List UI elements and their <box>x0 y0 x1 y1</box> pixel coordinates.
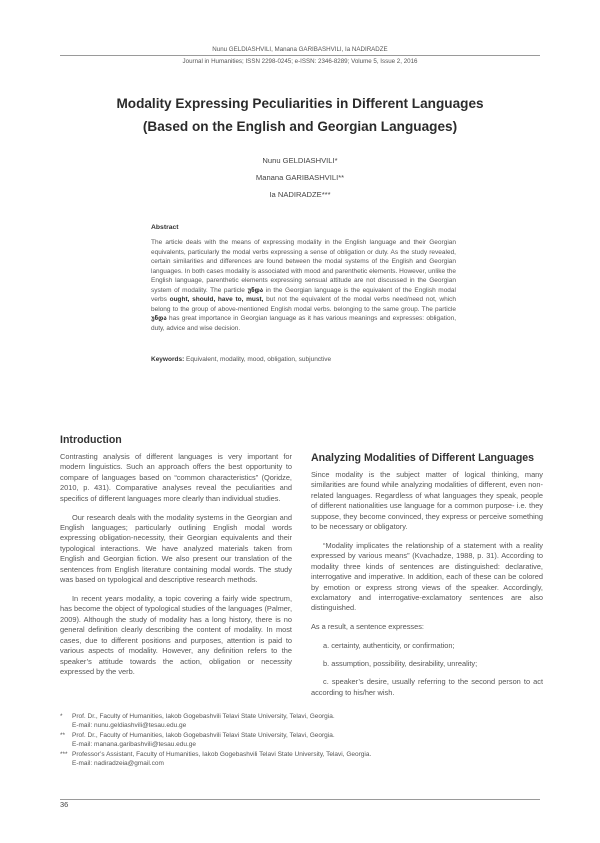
georgian-particle-2: უნდა <box>151 315 167 322</box>
analysis-column <box>311 470 543 706</box>
analysis-paragraph-1: Since modality is the subject matter of logical thinking, many similarities are found while analyzing modalities of different, even non-related languages. Regardless of what languages they speak, people of different nationalities use language for a common purpose- i.e. they suppose, they become convinced, they express or perceive something to be necessary or obligatory. <box>311 470 543 532</box>
abstract-text-4: has great importance in Georgian language as it has various meanings and expresses: obligation, duty, advice and wise decision. <box>151 315 456 332</box>
footnotes <box>60 712 540 768</box>
analysis-heading: Analyzing Modalities of Different Languages <box>311 452 535 464</box>
footnote-text: Prof. Dr., Faculty of Humanities, Iakob Gogebashvili Telavi State University, Telavi, Georgia. <box>72 713 335 720</box>
keywords <box>151 356 456 363</box>
header-rule <box>60 55 540 56</box>
introduction-heading: Introduction <box>60 434 122 446</box>
keywords-text: Equivalent, modality, mood, obligation, subjunctive <box>184 356 332 363</box>
intro-paragraph-2: Our research deals with the modality systems in the Georgian and English languages; particularly outlining English modal words expressing obligation-necessity, their Georgian equivalents and their typological interactions. We have analyzed materials taken from English and Georgian fiction. We also present our translation of the sentences from English literature containing modal words. The study was based on typological and descriptive research methods. <box>60 512 292 585</box>
footnote-mark: ** <box>60 731 66 739</box>
footnote-text: Prof. Dr., Faculty of Humanities, Iakob Gogebashvili Telavi State University, Telavi, Georgia. <box>72 731 335 739</box>
abstract-body <box>151 238 456 333</box>
analysis-paragraph-3: As a result, a sentence expresses: <box>311 622 424 632</box>
paper-title-line-2: (Based on the English and Georgian Languages) <box>142 119 458 134</box>
footnote-email: E-mail: nadiradzeia@gmail.com <box>72 760 164 768</box>
abstract-text-1: The article deals with the means of expressing modality in the English language and their Georgian equivalents, particularly the modal verbs expressing a sense of obligation or duty. As the study revealed, certain similarities and differences are found between the modal systems of the English and Georgian languages. In both cases modality is associated with mood and parenthetic elements. However, unlike the English language, parenthetic elements expressing sensual attitude are not discussed in the Georgian system of modality. The particle <box>151 239 456 294</box>
footnote-email: E-mail: manana.garibashvili@tesau.edu.ge <box>72 741 197 749</box>
author-3: Ia NADIRADZE*** <box>269 190 331 199</box>
analysis-paragraph-2: “Modality implicates the relationship of a statement with a reality expressed by various means” (Kvachadze, 1988, p. 31). According to modality three kinds of sentences are distinguished: declarative, interrogative and imperative. In addition, each of these can be colored by emotion or express strong views of the speaker. Accordingly, exclamatory and interrogative-exclamatory sentences are also distinguished. <box>311 541 543 613</box>
author-2: Manana GARIBASHVILI** <box>255 173 345 182</box>
keywords-label: Keywords: <box>151 356 185 363</box>
footnote-mark: *** <box>60 750 68 758</box>
footnote-email: E-mail: nunu.geldiashvili@tesau.edu.ge <box>72 722 187 730</box>
abstract-heading: Abstract <box>151 224 179 231</box>
intro-paragraph-3: In recent years modality, a topic covering a fairly wide spectrum, has become the object of typological studies of the languages (Palmer, 2009). Although the study of modality has a long history, there is no general definition clearly describing the content of modality. In most cases, due to different positions and purposes, attention is paid to various aspects of modality. However, any definition refers to the speaker’s attitude towards the action, obligation or necessity expressed by the verb. <box>60 594 292 676</box>
footer-rule <box>60 799 540 800</box>
analysis-list-item-c: c. speaker’s desire, usually referring to the second person to act according to his/her wish. <box>311 677 543 697</box>
author-1: Nunu GELDIASHVILI* <box>262 156 338 165</box>
running-header-journal: Journal in Humanities; ISSN 2298-0245; e-ISSN: 2346-8289; Volume 5, Issue 2, 2016 <box>182 58 418 65</box>
abstract-modal-verbs: ought, should, have to, must, <box>169 296 264 303</box>
footnote-3 <box>60 750 540 759</box>
analysis-list-item-a: a. certainty, authenticity, or confirmation; <box>323 641 455 651</box>
footnote-mark: * <box>60 713 63 720</box>
introduction-column <box>60 452 292 686</box>
analysis-list-item-b: b. assumption, possibility, desirability, unreality; <box>323 659 478 669</box>
intro-paragraph-1: Contrasting analysis of different languages is very important for modern linguistics. Such an approach offers the best opportunity to compare of languages based on “common characteristics” (Qoridze, 2010, p. 431). Comparative analyses reveal the peculiarities and specifics of different languages more clearly than individual studies. <box>60 452 292 503</box>
georgian-particle: უნდა <box>247 286 264 294</box>
footnote-text: Professor’s Assistant, Faculty of Humanities, Iakob Gogebashvili Telavi State University, Telavi, Georgia. <box>72 750 372 758</box>
page-number: 36 <box>60 800 69 809</box>
footnote-1 <box>60 712 540 721</box>
abstract-text-3: but not the equivalent of the modal verbs need/need not, which belong to the group of above-mentioned English modal verbs. belonging to the same group. The particle <box>151 296 457 313</box>
running-header-authors: Nunu GELDIASHVILI, Manana GARIBASHVILI, Ia NADIRADZE <box>212 46 388 53</box>
footnote-2 <box>60 731 540 740</box>
abstract-text-2: in the Georgian language is the equivalent of the English modal verbs <box>151 286 456 303</box>
paper-title-line-1: Modality Expressing Peculiarities in Different Languages <box>116 96 484 111</box>
